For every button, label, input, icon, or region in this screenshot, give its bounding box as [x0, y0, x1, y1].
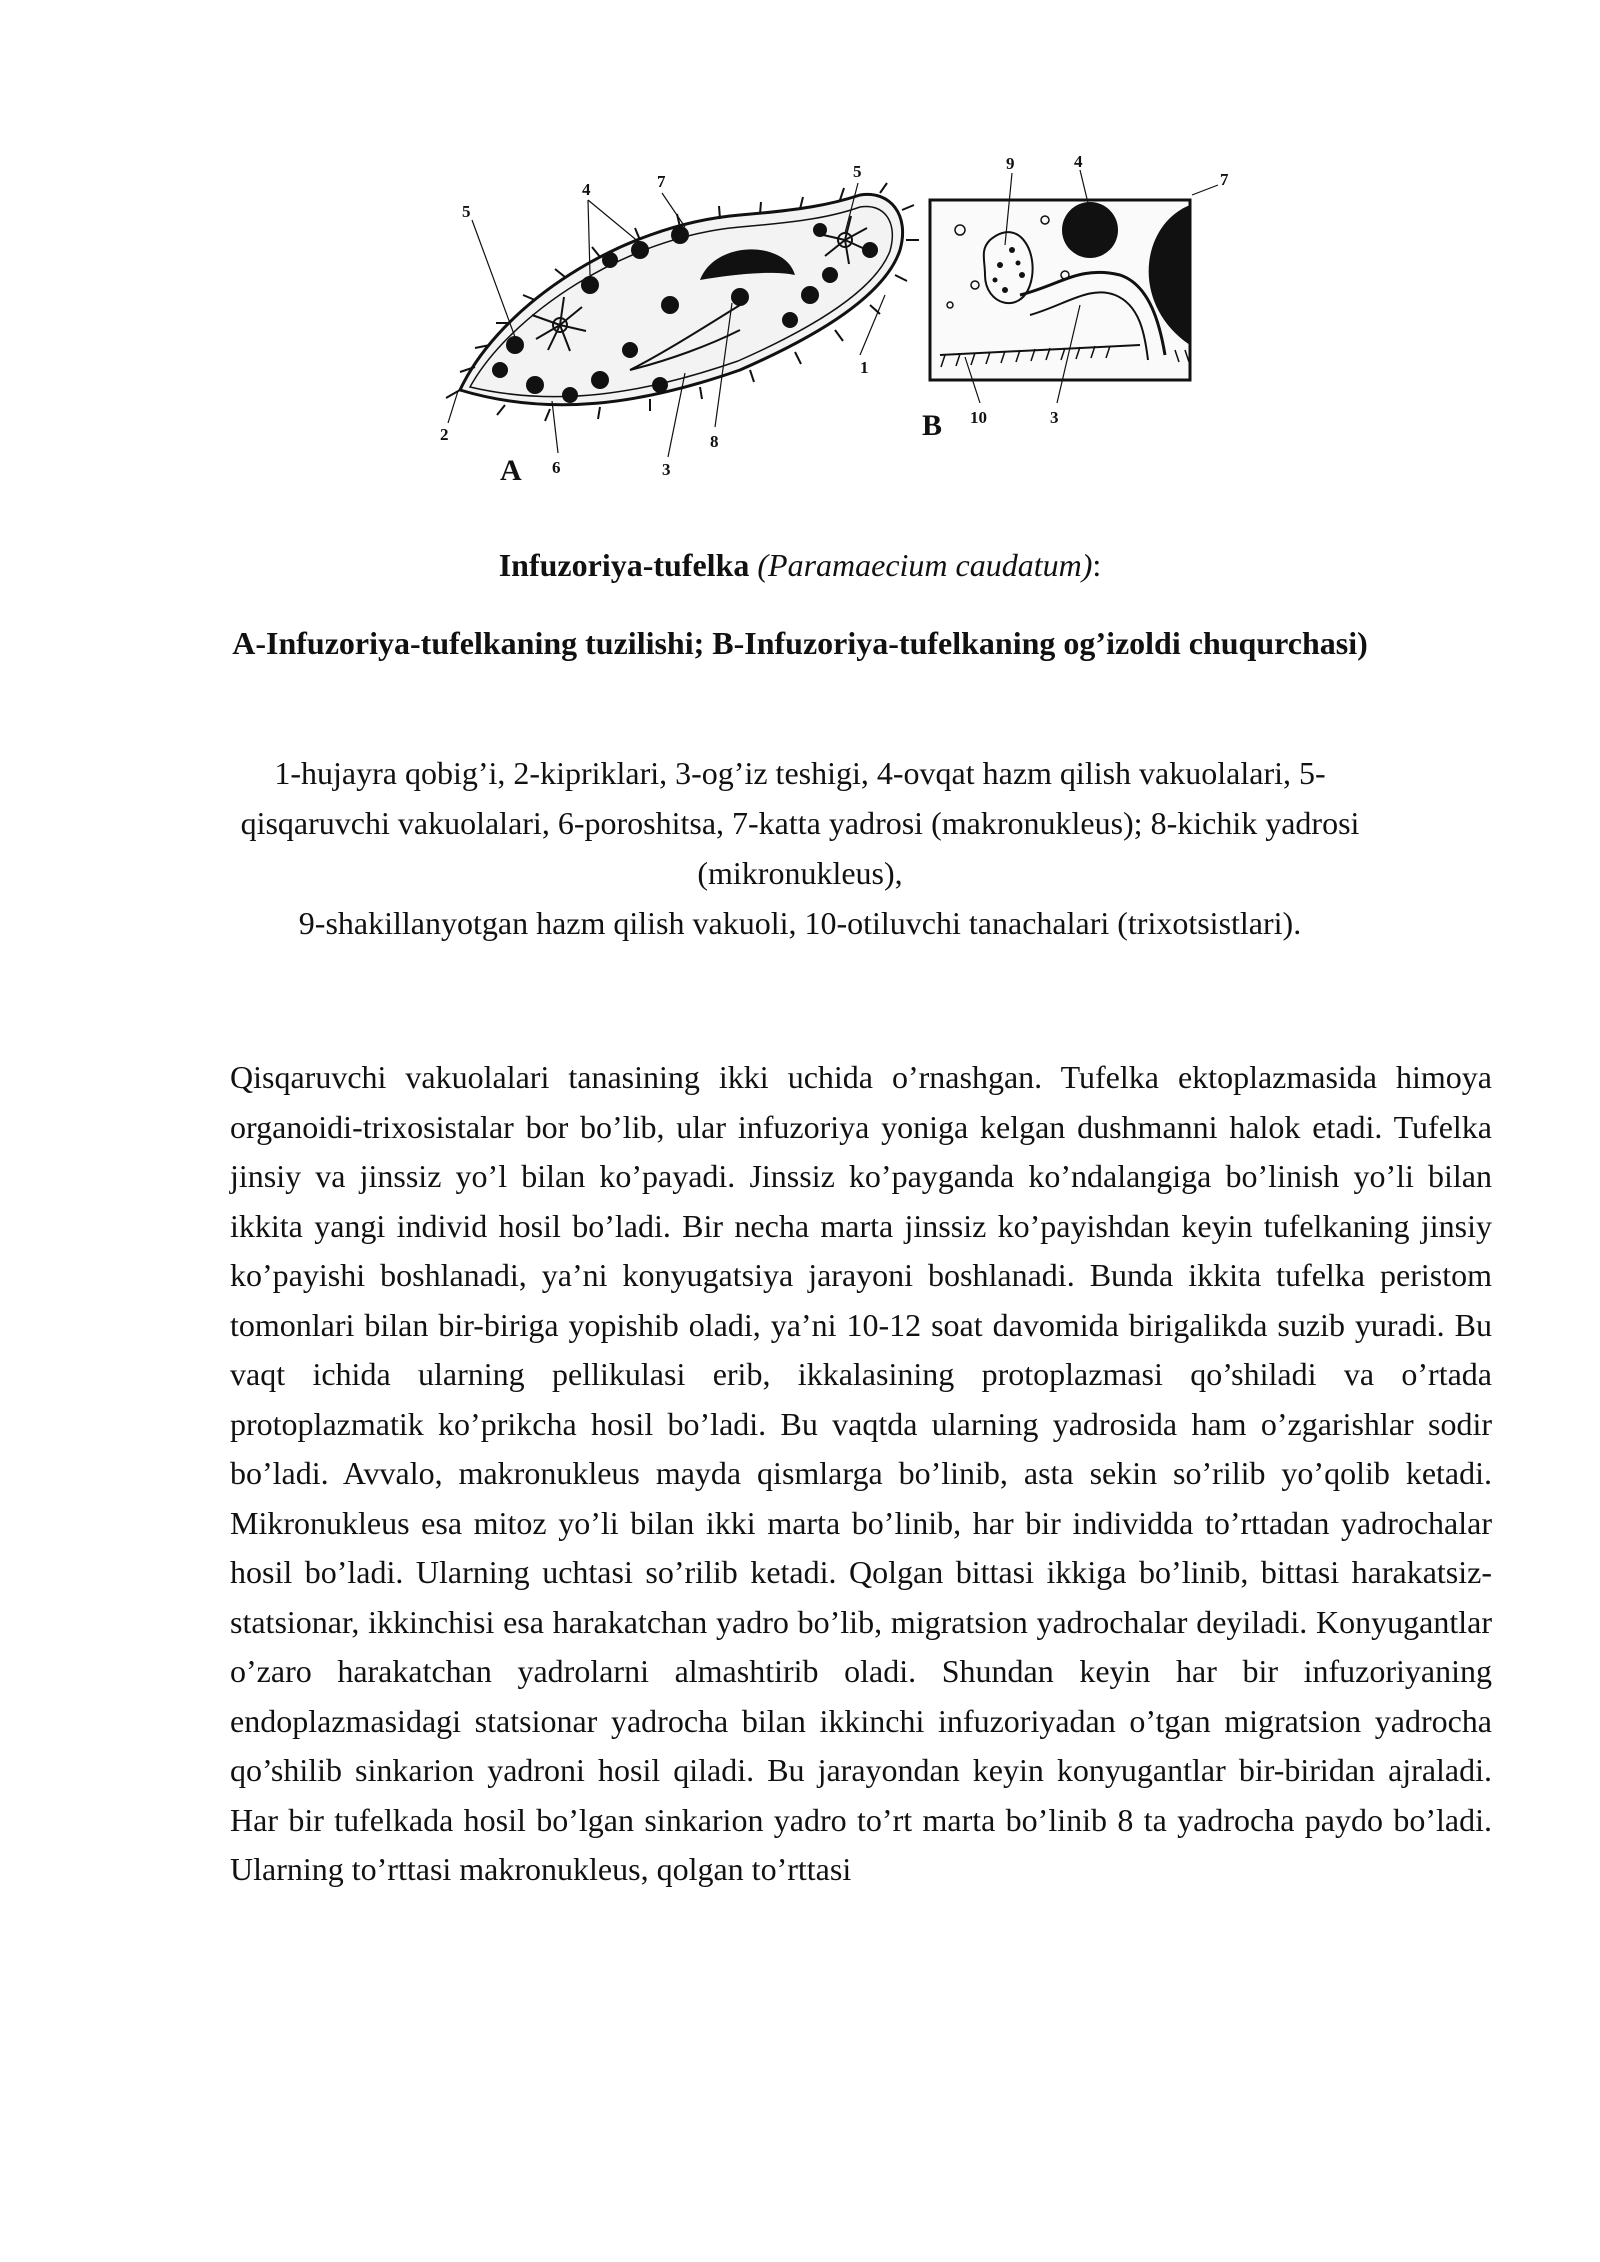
figure-title-colon: :: [1092, 547, 1102, 583]
label-b-4: 4: [1074, 152, 1083, 171]
figure-title-italic: (Paramaecium caudatum): [757, 547, 1093, 583]
label-a-7: 7: [657, 172, 666, 191]
label-b-9: 9: [1006, 154, 1015, 173]
figure-title-bold: Infuzoriya-tufelka: [498, 547, 750, 583]
label-a-3: 3: [662, 460, 671, 479]
figure-subtitle: A-Infuzoriya-tufelkaning tuzilishi; B-Infuzoriya-tufelkaning og’izoldi chuqurchasi): [232, 625, 1368, 661]
panel-a-drawing: [440, 162, 919, 487]
panel-a-letter: A: [500, 454, 522, 487]
label-a-4: 4: [582, 180, 591, 199]
paramecium-figure: [440, 152, 1229, 495]
label-a-1: 1: [860, 358, 869, 377]
label-a-5-left: 5: [462, 202, 471, 221]
figure-title: [200, 540, 1400, 590]
label-b-3: 3: [1050, 408, 1059, 427]
label-a-8: 8: [710, 432, 719, 451]
figure-legend: [200, 748, 1400, 948]
panel-b-drawing: [922, 152, 1229, 442]
panel-b-letter: B: [922, 409, 943, 442]
label-a-5-right: 5: [853, 162, 862, 181]
label-b-7: 7: [1220, 170, 1229, 189]
body-paragraph: Qisqaruvchi vakuolalari tanasining ikki uchida o’rnashgan. Tufelka ektoplazmasida himoya organoidi-trixosistalar bor bo’lib, ular infuzoriya yoniga kelgan dushmanni halok etadi. Tufelka jinsiy va jinssiz yo’l bilan ko’payadi. Jinssiz ko’payganda ko’ndalangiga bo’linish yo’li bilan ikkita yangi individ hosil bo’ladi. Bir necha marta jinssiz ko’payishdan keyin tufelkaning jinsiy ko’payishi boshlanadi, ya’ni konyugatsiya jarayoni boshlanadi. Bunda ikkita tufelka peristom tomonlari bilan bir-biriga yopishib oladi, ya’ni 10-12 soat davomida birigalikda suzib yuradi. Bu vaqt ichida ularning pellikulasi erib, ikkalasining protoplazmasi qo’shiladi va o’rtada protoplazmatik ko’prikcha hosil bo’ladi. Bu vaqtda ularning yadrosida ham o’zgarishlar sodir bo’ladi. Avvalo, makronukleus mayda qismlarga bo’linib, asta sekin so’rilib yo’qolib ketadi. Mikronukleus esa mitoz yo’li bilan ikki marta bo’linib, har bir individda to’rttadan yadrochalar hosil bo’ladi. Ularning uchtasi so’rilib ketadi. Qolgan bittasi ikkiga bo’linib, bittasi harakatsiz-statsionar, ikkinchisi esa harakatchan yadro bo’lib, migratsion yadrochalar deyiladi. Konyugantlar o’zaro harakatchan yadrolarni almashtirib oladi. Shundan keyin har bir infuzoriyaning endoplazmasidagi statsionar yadrocha bilan ikkinchi infuzoriyadan o’tgan migratsion yadrocha qo’shilib sinkarion yadroni hosil qiladi. Bu jarayondan keyin konyugantlar bir-biridan ajraladi. Har bir tufelkada hosil bo’lgan sinkarion yadro to’rt marta bo’linib 8 ta yadrocha paydo bo’ladi. Ularning to’rttasi makronukleus, qolgan to’rttasi: [230, 1059, 1492, 1887]
figure-legend-line-2: 9-shakillanyotgan hazm qilish vakuoli, 10-otiluvchi tanachalari (trixotsistlari).: [298, 905, 1302, 941]
figure-legend-line-1: 1-hujayra qobig’i, 2-kipriklari, 3-og’iz teshigi, 4-ovqat hazm qilish vakuolalari, 5-qisqaruvchi vakuolalari, 6-poroshitsa, 7-katta yadrosi (makronukleus); 8-kichik yadrosi (mikronukleus),: [240, 755, 1360, 891]
paramecium-illustration: [440, 152, 1229, 495]
label-a-6: 6: [552, 458, 561, 477]
label-a-2: 2: [440, 425, 449, 444]
label-b-10: 10: [970, 408, 987, 427]
